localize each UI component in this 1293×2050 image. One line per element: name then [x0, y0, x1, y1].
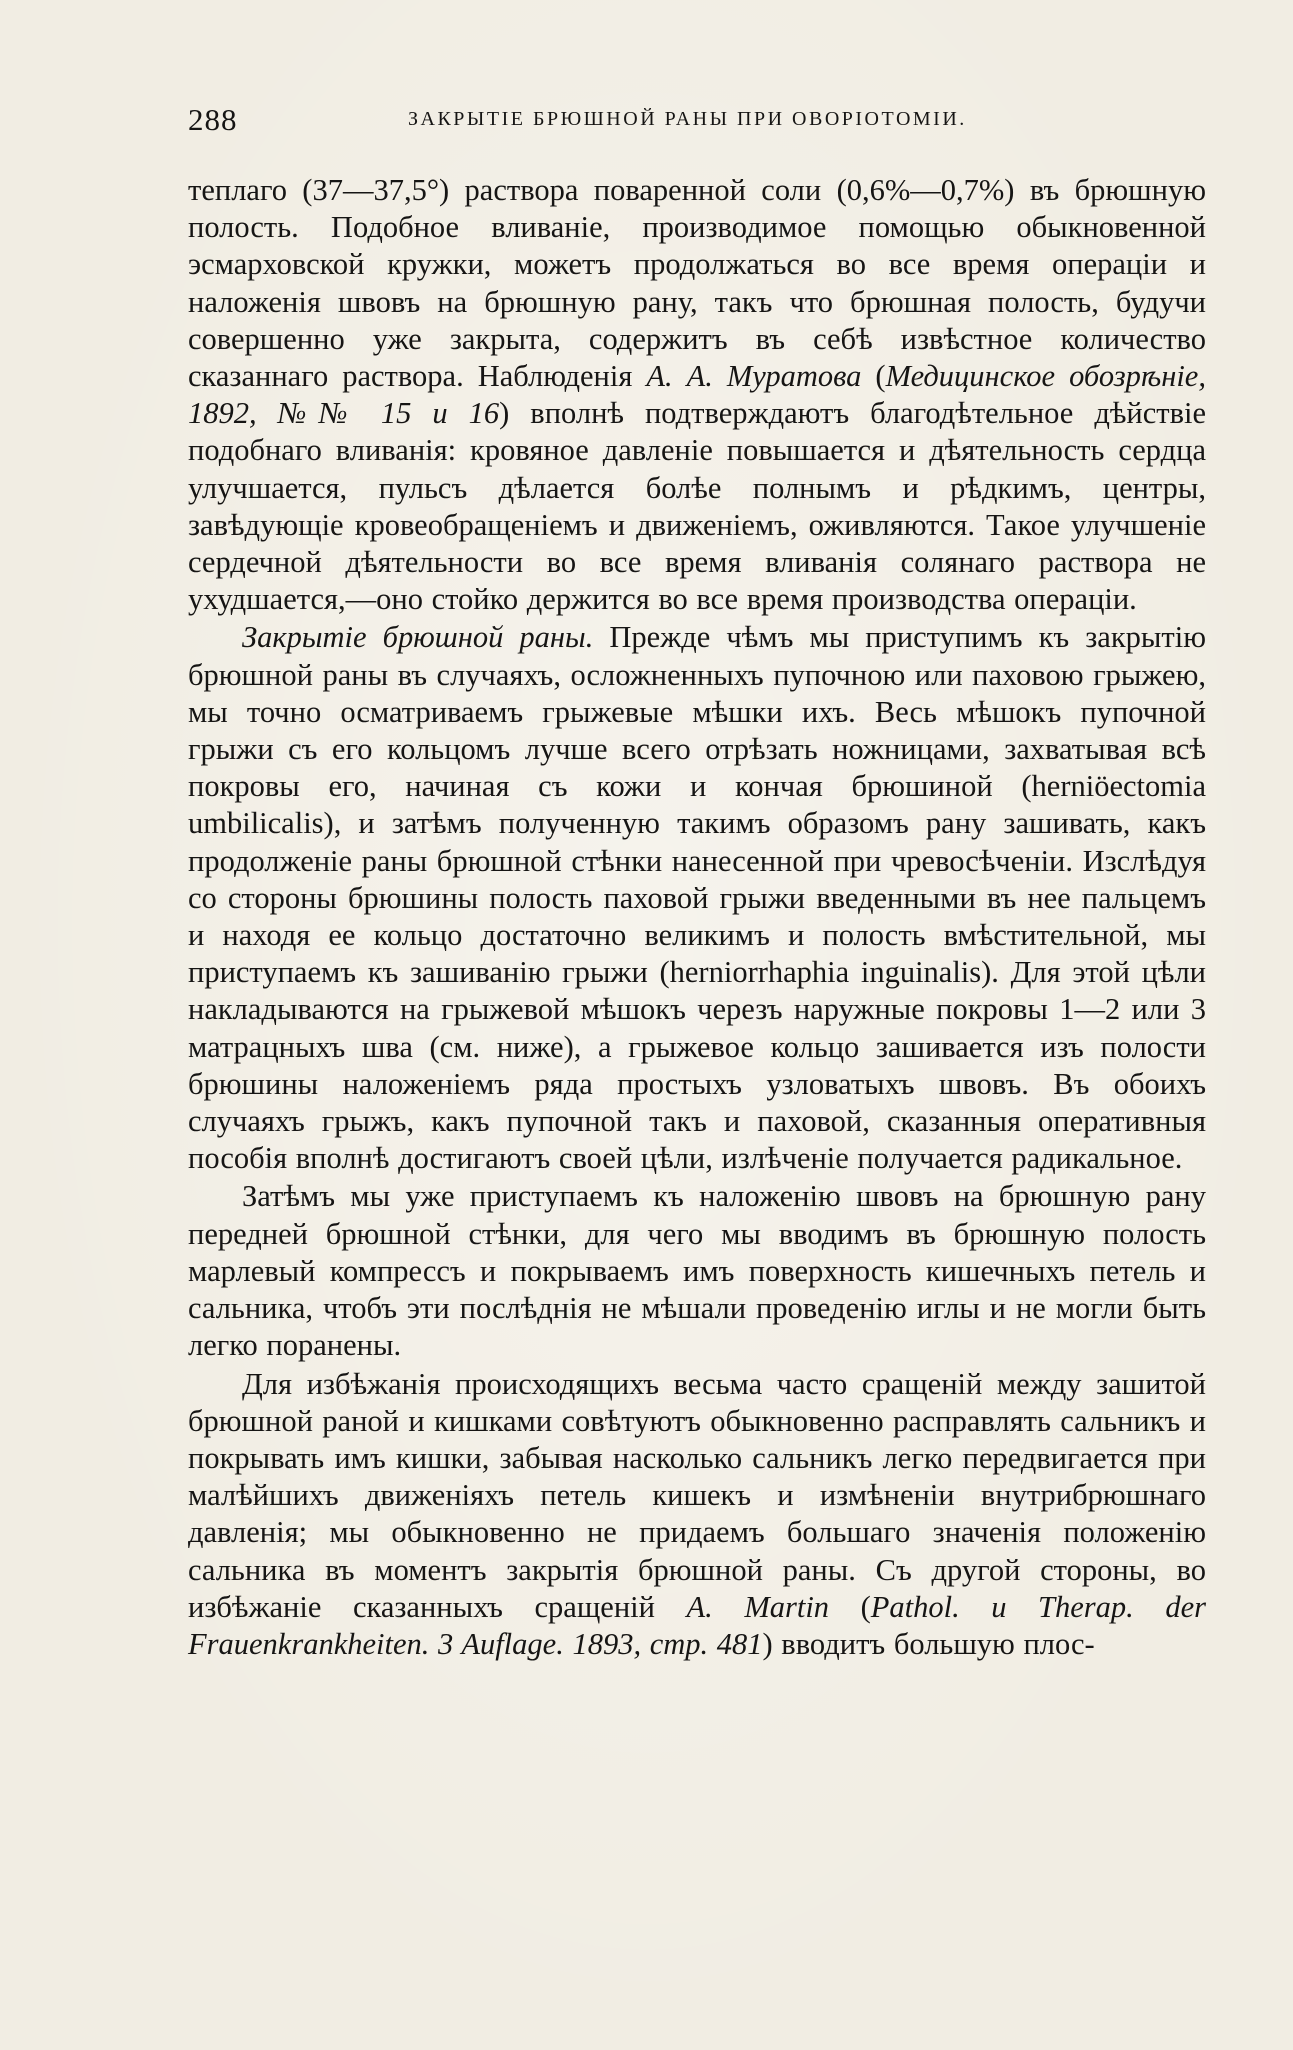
- paragraph-sutures: [188, 1178, 1206, 1364]
- author-citation: А. А. Муратова: [646, 359, 862, 394]
- running-head: ЗАКРЫТІЕ БРЮШНОЙ РАНЫ ПРИ ОВОРІОТОМІИ.: [408, 108, 967, 130]
- text-run: ) вполнѣ подтверждаютъ благодѣтельное дѣйствіе подобнаго вливанія: кровяное давленіе повышается и дѣятельность сердца улучшается, пульсъ дѣлается болѣе полнымъ и рѣдкимъ, центры, завѣдующіе кровеобращеніемъ и движеніемъ, оживляются. Такое улучшеніе сердечной дѣятельности во все время вливанія солянаго раствора не ухудшается,—оно стойко держится во все время производства операціи.: [188, 396, 1207, 617]
- text-run: (: [861, 359, 886, 394]
- text-run: (: [829, 1589, 871, 1624]
- journal-citation: Медицинское обозрѣніе, 1892, №№ 15 и 16: [188, 359, 1206, 431]
- page-number: 288: [188, 102, 238, 137]
- text-run: ) вводитъ большую плос-: [762, 1626, 1095, 1661]
- body-text: [188, 172, 1206, 1663]
- text-run: Для избѣжанія происходящихъ весьма часто сращеній между зашитой брюшной раной и кишками совѣтуютъ обыкновенно расправлять сальникъ и покрывать имъ кишки, забывая насколько сальникъ легко передвигается при малѣйшихъ движеніяхъ петель кишекъ и измѣненіи внутрибрюшнаго давленія; мы обыкновенно не придаемъ большаго значенія положенію сальника въ моментъ закрытія брюшной раны. Съ другой стороны, во избѣжаніе сказанныхъ сращеній: [188, 1366, 1206, 1624]
- paragraph-adhesions: [188, 1366, 1206, 1664]
- paragraph-saline-infusion: [188, 172, 1206, 618]
- book-citation: Pathol. u Therap. der Frauenkrankheiten. 3 Auflage. 1893, стр. 481: [188, 1589, 1206, 1661]
- page-header: [188, 102, 1208, 142]
- paragraph-wound-closure: [188, 619, 1206, 1177]
- author-citation: A. Martin: [686, 1589, 830, 1624]
- section-heading: Закрытіе брюшной раны.: [242, 620, 594, 655]
- text-run: Прежде чѣмъ мы приступимъ къ закрытію брюшной раны въ случаяхъ, осложненныхъ пупочною или паховою грыжею, мы точно осматриваемъ грыжевые мѣшки ихъ. Весь мѣшокъ пупочной грыжи съ его кольцомъ лучше всего отрѣзать ножницами, захватывая всѣ покровы его, начиная съ кожи и кончая брюшиной (herniöectomia umbilicalis), и затѣмъ полученную такимъ образомъ рану зашивать, какъ продолженіе раны брюшной стѣнки нанесенной при чревосѣченіи. Изслѣдуя со стороны брюшины полость паховой грыжи введенными въ нее пальцемъ и находя ее кольцо достаточно великимъ и полость вмѣстительной, мы приступаемъ къ зашиванію грыжи (herniorrhaphia inguinalis). Для этой цѣли накладываются на грыжевой мѣшокъ черезъ наружные покровы 1—2 или 3 матрацныхъ шва (см. ниже), а грыжевое кольцо зашивается изъ полости брюшины наложеніемъ ряда простыхъ узловатыхъ швовъ. Въ обоихъ случаяхъ грыжъ, какъ пупочной такъ и паховой, сказанныя оперативныя пособія вполнѣ достигаютъ своей цѣли, излѣченіе получается радикальное.: [188, 620, 1206, 1176]
- text-run: теплаго (37—37,5°) раствора поваренной соли (0,6%—0,7%) въ брюшную полость. Подобное вливаніе, производимое помощью обыкновенной эсмарховской кружки, можетъ продолжаться во все время операціи и наложенія швовъ на брюшную рану, такъ что брюшная полость, будучи совершенно уже закрыта, содержитъ въ себѣ извѣстное количество сказаннаго раствора. Наблюденія: [188, 173, 1206, 394]
- text-run: Затѣмъ мы уже приступаемъ къ наложенію швовъ на брюшную рану передней брюшной стѣнки, для чего мы вводимъ въ брюшную полость марлевый компрессъ и покрываемъ имъ поверхность кишечныхъ петель и сальника, чтобъ эти послѣднія не мѣшали проведенію иглы и не могли быть легко поранены.: [188, 1179, 1206, 1363]
